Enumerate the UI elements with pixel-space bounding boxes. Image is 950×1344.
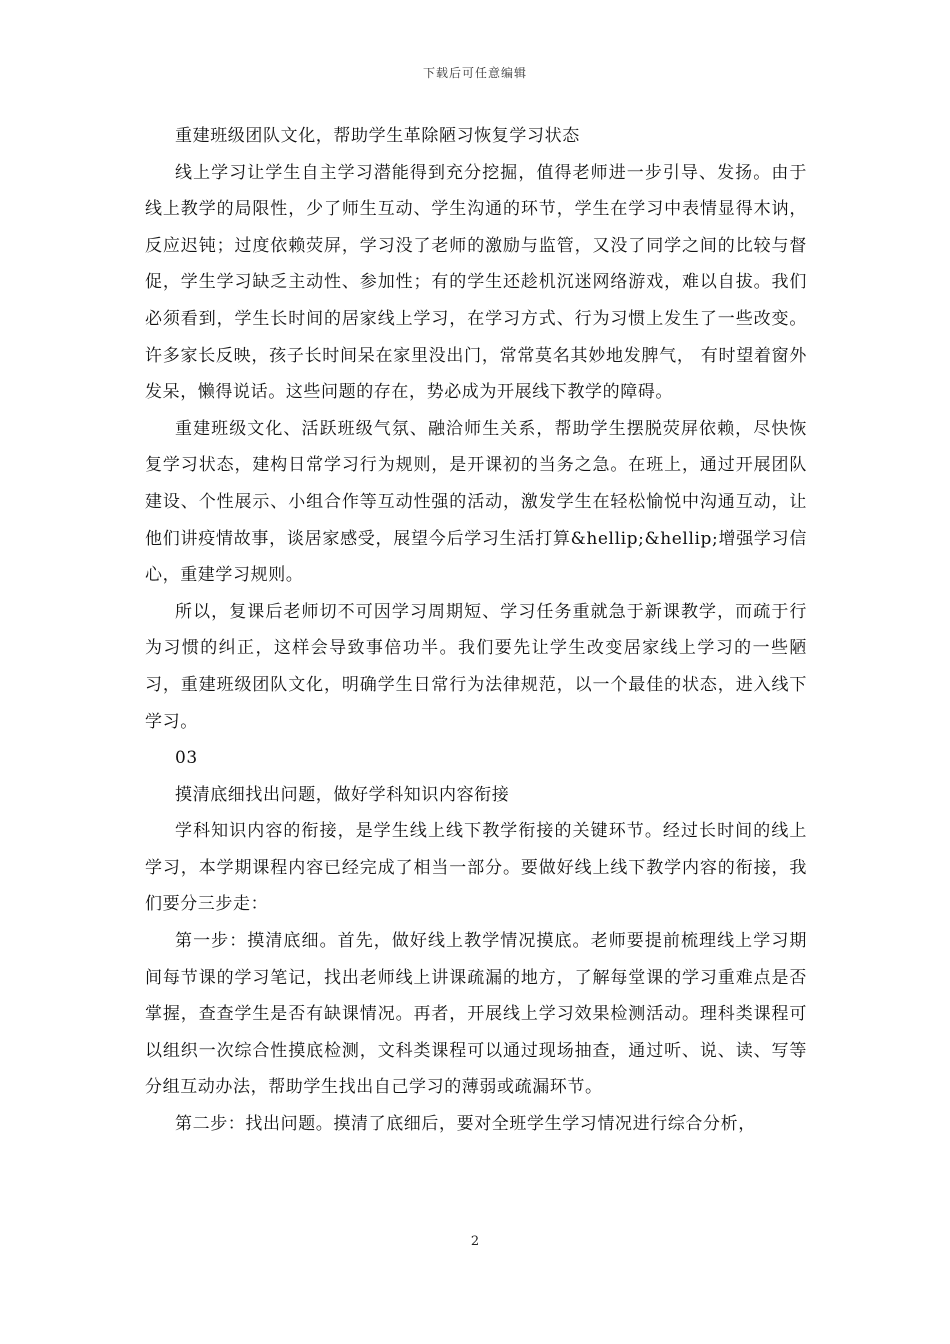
paragraph: 第一步：摸清底细。首先，做好线上教学情况摸底。老师要提前梳理线上学习期间每节课的学习笔记，找出老师线上讲课疏漏的地方，了解每堂课的学习重难点是否掌握，查查学生是否有缺课情况。再者，开展线上学习效果检测活动。理科类课程可以组织一次综合性摸底检测，文科类课程可以通过现场抽查，通过听、说、读、写等分组互动办法，帮助学生找出自己学习的薄弱或疏漏环节。 <box>145 931 807 1098</box>
paragraph: 第二步：找出问题。摸清了底细后，要对全班学生学习情况进行综合分析， <box>175 1114 756 1135</box>
page-header: 下载后可任意编辑 <box>422 66 527 80</box>
paragraph: 所以，复课后老师切不可因学习周期短、学习任务重就急于新课教学，而疏于行为习惯的纠正，这样会导致事倍功半。我们要先让学生改变居家线上学习的一些陋习，重建班级团队文化，明确学生日常行为法律规范，以一个最佳的状态，进入线下学习。 <box>145 601 807 732</box>
section-heading: 重建班级团队文化，帮助学生革除陋习恢复学习状态 <box>175 126 580 146</box>
page-number: 2 <box>470 1234 480 1249</box>
paragraph: 线上学习让学生自主学习潜能得到充分挖掘，值得老师进一步引导、发扬。由于线上教学的局限性，少了师生互动、学生沟通的环节，学生在学习中表情显得木讷，反应迟钝；过度依赖荧屏，学习没了老师的激励与监管，又没了同学之间的比较与督促，学生学习缺乏主动性、参加性；有的学生还趁机沉迷网络游戏，难以自拔。我们必须看到，学生长时间的居家线上学习，在学习方式、行为习惯上发生了一些改变。许多家长反映，孩子长时间呆在家里没出门，常常莫名其妙地发脾气， 有时望着窗外发呆，懒得说话。这些问题的存在，势必成为开展线下教学的障碍。 <box>145 162 807 403</box>
paragraph: 重建班级文化、活跃班级气氛、融洽师生关系，帮助学生摆脱荧屏依赖，尽快恢复学习状态，建构日常学习行为规则，是开课初的当务之急。在班上，通过开展团队建设、个性展示、小组合作等互动性强的活动，激发学生在轻松愉悦中沟通互动，让他们讲疫情故事，谈居家感受，展望今后学习生活打算&hellip;&hellip;增强学习信心，重建学习规则。 <box>145 418 807 586</box>
section-heading: 摸清底细找出问题，做好学科知识内容衔接 <box>175 784 510 805</box>
section-number: 03 <box>175 748 198 769</box>
document-body <box>145 118 807 1143</box>
paragraph: 学科知识内容的衔接，是学生线上线下教学衔接的关键环节。经过长时间的线上学习，本学期课程内容已经完成了相当一部分。要做好线上线下教学内容的衔接，我们要分三步走： <box>145 821 807 915</box>
